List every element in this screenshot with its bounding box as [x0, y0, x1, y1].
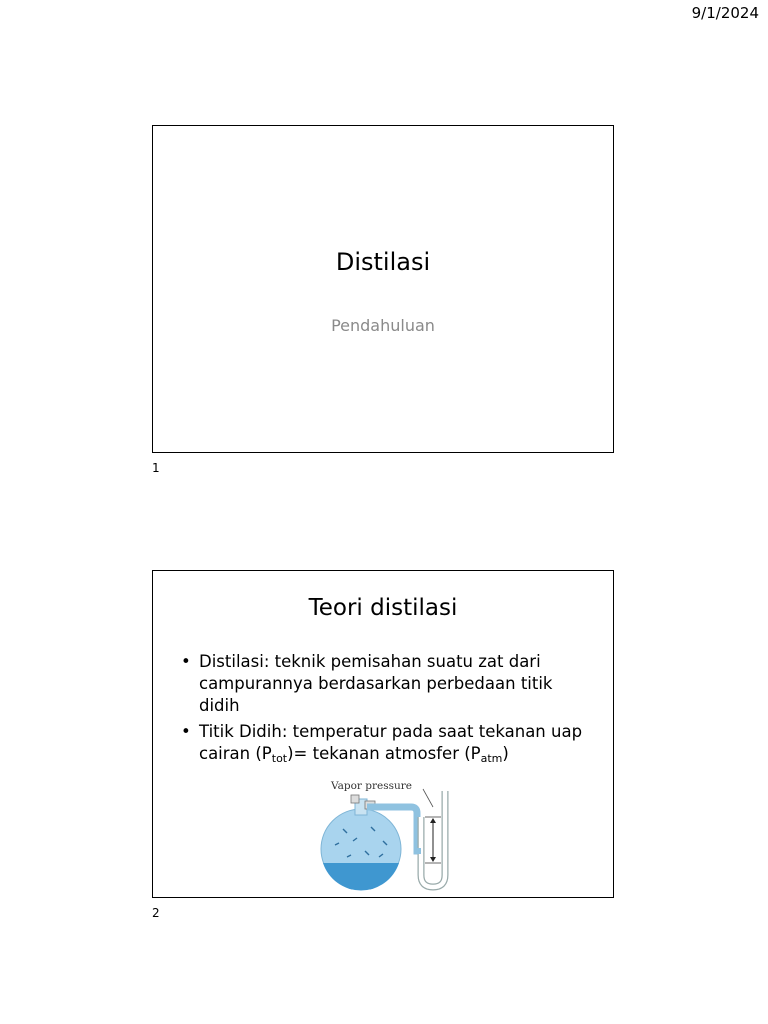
bullet-item [181, 721, 595, 765]
bullet-glyph: • [181, 722, 191, 741]
vapor-pressure-label: Vapor pressure [331, 780, 413, 792]
slide-2-number: 2 [152, 906, 160, 920]
slide-2 [152, 570, 614, 898]
arrow-head-icon [430, 818, 436, 823]
bullet-text: Distilasi: teknik pemisahan suatu zat dari campurannya berdasarkan perbedaan titik didih [199, 652, 553, 715]
slide-1-title: Distilasi [335, 248, 431, 276]
bullet-text: Titik Didih: temperatur pada saat tekanan uap cairan (P [199, 722, 583, 763]
page-date: 9/1/2024 [691, 4, 759, 22]
subscript-tot: tot [271, 752, 288, 765]
slide-1-number: 1 [152, 461, 160, 475]
slide-1-subtitle: Pendahuluan [331, 316, 435, 335]
label-leader-line [423, 789, 433, 807]
vapor-pressure-diagram [313, 777, 473, 893]
slide-1 [152, 125, 614, 453]
flask-liquid [323, 863, 399, 891]
bullet-glyph: • [181, 652, 191, 671]
subscript-atm: atm [480, 752, 503, 765]
slide-2-title: Teori distilasi [308, 595, 458, 621]
valve-icon [351, 795, 359, 803]
bullet-item [181, 651, 595, 717]
bullet-text: )= tekanan atmosfer (P [287, 744, 481, 763]
arrow-head-icon [430, 857, 436, 862]
bullet-list [181, 651, 595, 769]
bullet-text: ) [502, 744, 509, 763]
